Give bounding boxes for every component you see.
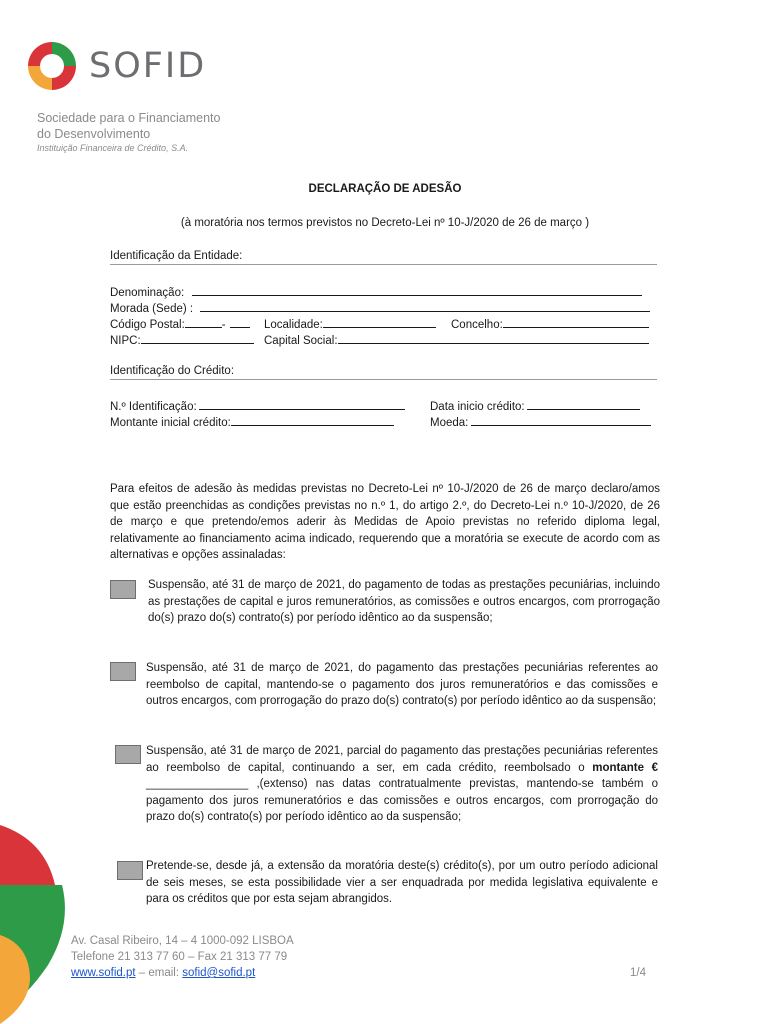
data-inicio-row (430, 398, 640, 413)
option-4-checkbox[interactable] (117, 861, 143, 880)
option-2-checkbox[interactable] (110, 662, 136, 681)
concelho-row (451, 316, 649, 331)
denominacao-field[interactable] (192, 284, 642, 296)
institution-type: Instituição Financeira de Crédito, S.A. (37, 143, 189, 153)
tagline-line-1: Sociedade para o Financiamento (37, 111, 221, 125)
identificacao-row (110, 398, 405, 413)
moeda-row (430, 414, 651, 429)
capital-social-label: Capital Social: (264, 335, 338, 347)
credit-section-heading: Identificação do Crédito: (110, 365, 657, 380)
localidade-label: Localidade: (264, 319, 323, 331)
email-link[interactable]: sofid@sofid.pt (182, 967, 256, 979)
sofid-logo-icon (26, 40, 78, 92)
identificacao-field[interactable] (199, 398, 405, 410)
denominacao-row (110, 284, 642, 299)
nipc-field[interactable] (141, 332, 254, 344)
brand-name: SOFID (89, 46, 207, 86)
capital-social-field[interactable] (338, 332, 649, 344)
postal-dash: - (221, 319, 226, 331)
nipc-label: NIPC: (110, 335, 141, 347)
data-inicio-field[interactable] (527, 398, 640, 410)
entity-section-heading: Identificação da Entidade: (110, 250, 657, 265)
footer-phone: Telefone 21 313 77 60 – Fax 21 313 77 79 (71, 951, 288, 963)
footer-address: Av. Casal Ribeiro, 14 – 4 1000-092 LISBOA (71, 935, 294, 947)
page-number: 1/4 (630, 967, 646, 979)
morada-row (110, 300, 650, 315)
option-1-text: Suspensão, até 31 de março de 2021, do pagamento de todas as prestações pecuniárias, incluindo as prestações de capital e juros remuneratórios, as comissões e outros encargos, com prorrogação do(s) prazo do(s) contrato(s) por período idêntico ao da suspensão; (148, 579, 660, 624)
option-3-checkbox[interactable] (115, 745, 141, 764)
document-subtitle: (à moratória nos termos previstos no Decreto-Lei nº 10-J/2020 de 26 de março ) (180, 217, 590, 229)
identificacao-label: N.º Identificação: (110, 401, 197, 413)
localidade-field[interactable] (323, 316, 436, 328)
option-3-text-a: Suspensão, até 31 de março de 2021, parcial do pagamento das prestações pecuniárias referentes ao reembolso de capital, continuando a ser, em cada crédito, reembolsado o (146, 745, 658, 774)
option-3-text-b: ,(extenso) nas datas contratualmente previstas, mantendo-se também o pagamento dos juros remuneratórios e das comissões e outros encargos, com prorrogação do prazo do(s) contrato(s) por período idêntico ao da suspensão; (146, 778, 658, 823)
footer-contacts (71, 965, 294, 981)
option-3-amount-field[interactable]: ________________ (146, 778, 249, 790)
option-3-amount-label: montante € (592, 761, 658, 774)
intro-paragraph: Para efeitos de adesão às medidas previstas no Decreto-Lei nº 10-J/2020 de 26 de março declaro/amos que estão preenchidas as condições previstas no n.º 1, do artigo 2.º, do Decreto-Lei n.º 10-J/2020, de 26 de março e que pretendo/emos aderir às Medidas de Apoio previstas no referido diploma legal, relativamente ao financiamento acima indicado, requerendo que a moratória se execute de acordo com as alternativas e opções assinaladas: (110, 483, 660, 561)
concelho-label: Concelho: (451, 319, 503, 331)
decorative-arcs-icon (0, 815, 80, 1024)
option-3-text (146, 743, 658, 826)
localidade-row (264, 316, 436, 331)
concelho-field[interactable] (503, 316, 649, 328)
codigo-postal-row (110, 316, 250, 331)
codigo-postal-field-1[interactable] (185, 316, 222, 328)
montante-row (110, 414, 394, 429)
document-title: DECLARAÇÃO DE ADESÃO (308, 183, 462, 195)
brand-tagline (37, 111, 220, 142)
data-inicio-label: Data inicio crédito: (430, 401, 525, 413)
option-2-text: Suspensão, até 31 de março de 2021, do pagamento das prestações pecuniárias referentes ao reembolso de capital, mantendo-se o pagamento dos juros remuneratórios e das comissões e outros encargos, com prorrogação do prazo do(s) contrato(s) por período idêntico ao da suspensão; (146, 662, 658, 707)
morada-field[interactable] (200, 300, 650, 312)
montante-field[interactable] (231, 414, 394, 426)
montante-label: Montante inicial crédito: (110, 417, 231, 429)
option-4-text: Pretende-se, desde já, a extensão da moratória deste(s) crédito(s), por um outro período adicional de seis meses, se esta possibilidade vier a ser enquadrada por medida legislativa equivalente e para os créditos que por esta sejam abrangidos. (146, 860, 658, 905)
website-link[interactable]: www.sofid.pt (71, 967, 136, 979)
moeda-field[interactable] (471, 414, 651, 426)
morada-label: Morada (Sede) : (110, 303, 194, 315)
codigo-postal-label: Código Postal: (110, 319, 185, 331)
moeda-label: Moeda: (430, 417, 469, 429)
footer (71, 933, 294, 981)
capital-social-row (264, 332, 649, 347)
tagline-line-2: do Desenvolvimento (37, 126, 151, 141)
denominacao-label: Denominação: (110, 287, 185, 299)
codigo-postal-field-2[interactable] (230, 316, 250, 328)
nipc-row (110, 332, 254, 347)
option-1-checkbox[interactable] (110, 580, 136, 599)
email-label: – email: (135, 967, 183, 979)
